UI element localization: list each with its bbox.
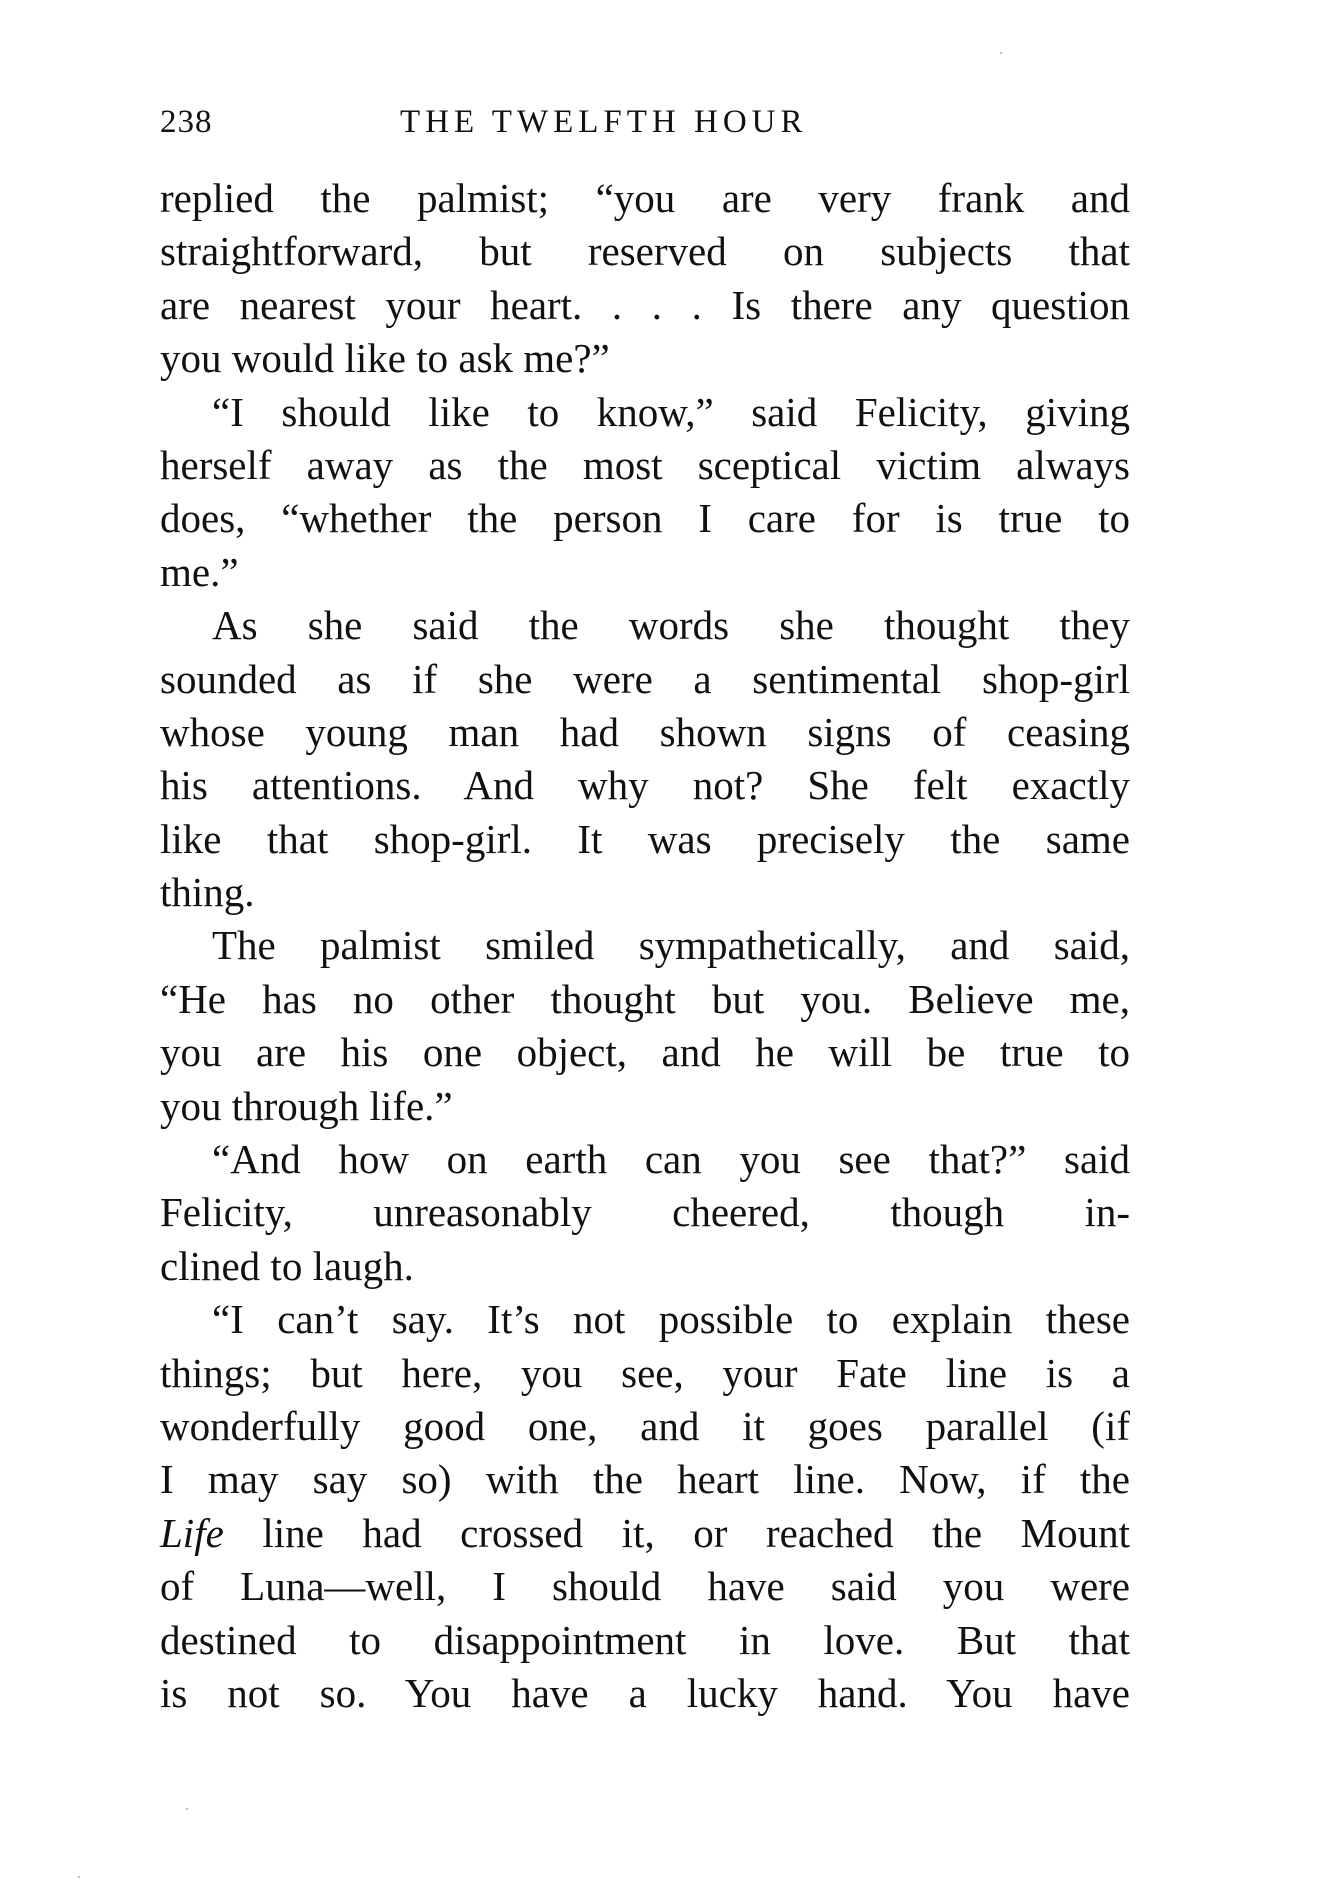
text-line: Felicity, unreasonably cheered, though in- bbox=[160, 1189, 1130, 1236]
text-line: I may say so) with the heart line. Now, if the bbox=[160, 1456, 1130, 1503]
page-number: 238 bbox=[160, 104, 213, 140]
text-line: The palmist smiled sympathetically, and said, bbox=[212, 922, 1130, 969]
text-line: clined to laugh. bbox=[160, 1242, 414, 1289]
text-line: thing. bbox=[160, 869, 255, 916]
running-head bbox=[160, 104, 1120, 148]
running-title: THE TWELFTH HOUR bbox=[400, 104, 808, 140]
scan-speck bbox=[1000, 52, 1002, 54]
text-line: “And how on earth can you see that?” said bbox=[212, 1136, 1130, 1183]
text-line: are nearest your heart. . . . Is there any question bbox=[160, 281, 1130, 328]
scan-speck bbox=[78, 1876, 80, 1878]
text-line: Life line had crossed it, or reached the Mount bbox=[160, 1509, 1130, 1556]
text-line: things; but here, you see, your Fate line is a bbox=[160, 1349, 1130, 1396]
text-line: you are his one object, and he will be true to bbox=[160, 1029, 1130, 1076]
text-line: destined to disappointment in love. But that bbox=[160, 1616, 1130, 1663]
text-line: “I should like to know,” said Felicity, giving bbox=[212, 388, 1130, 435]
text-line: you would like to ask me?” bbox=[160, 335, 610, 382]
text-line: herself away as the most sceptical victim always bbox=[160, 441, 1130, 488]
text-line: does, “whether the person I care for is true to bbox=[160, 495, 1130, 542]
text-line: “He has no other thought but you. Believe me, bbox=[160, 975, 1130, 1022]
text-line: As she said the words she thought they bbox=[212, 602, 1130, 649]
text-line: you through life.” bbox=[160, 1082, 453, 1129]
text-line: me.” bbox=[160, 548, 239, 595]
italic-word: Life bbox=[160, 1509, 224, 1556]
text-line: like that shop-girl. It was precisely the same bbox=[160, 815, 1130, 862]
text-line: straightforward, but reserved on subjects that bbox=[160, 228, 1130, 275]
text-line: is not so. You have a lucky hand. You have bbox=[160, 1669, 1130, 1716]
text-line: sounded as if she were a sentimental shop-girl bbox=[160, 655, 1130, 702]
body-text bbox=[160, 172, 1130, 1720]
text-line: whose young man had shown signs of ceasing bbox=[160, 708, 1130, 755]
text-line: “I can’t say. It’s not possible to explain these bbox=[212, 1296, 1130, 1343]
text-line: replied the palmist; “you are very frank and bbox=[160, 175, 1130, 221]
scan-speck bbox=[186, 1808, 188, 1810]
text-line: of Luna—well, I should have said you were bbox=[160, 1563, 1130, 1610]
text-line: his attentions. And why not? She felt exactly bbox=[160, 762, 1130, 809]
text-line: wonderfully good one, and it goes parallel (if bbox=[160, 1402, 1130, 1449]
